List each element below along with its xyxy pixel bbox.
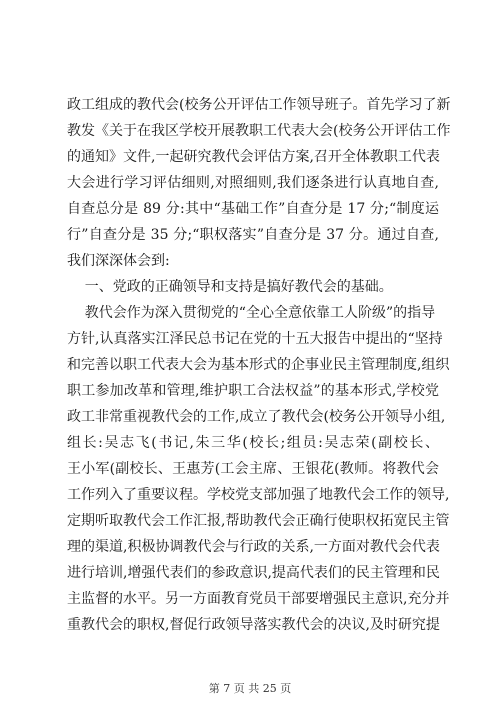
text-line: 政工非常重视教代会的工作,成立了教代会(校务公开领导小组, [67, 409, 446, 425]
text-line: 组长:吴志飞(书记,朱三华(校长;组员:吴志荣(副校长、 [67, 435, 439, 451]
text-line: 定期听取教代会工作汇报,帮助教代会正确行使职权拓宽民主管 [67, 513, 450, 529]
text-line: 重教代会的职权,督促行政领导落实教代会的决议,及时研究提 [67, 617, 440, 633]
text-line: 大会进行学习评估细则,对照细则,我们逐条进行认真地自查, [67, 175, 439, 191]
text-line: 教发《关于在我区学校开展教职工代表大会(校务公开评估工作 [67, 123, 451, 139]
text-line: 方针,认真落实江泽民总书记在党的十五大报告中提出的“坚持 [67, 331, 443, 347]
section-heading: 一、党政的正确领导和支持是搞好教代会的基础。 [67, 279, 393, 295]
text-line: 工作列入了重要议程。学校党支部加强了地教代会工作的领导, [67, 487, 450, 503]
text-line: 我们深深体会到: [67, 253, 170, 269]
text-line: 职工参加改革和管理,维护职工合法权益”的基本形式,学校党 [67, 383, 439, 399]
text-line: 进行培训,增强代表们的参政意识,提高代表们的民主管理和民 [67, 565, 440, 581]
text-line: 政工组成的教代会(校务公开评估工作领导班子。首先学习了新 [67, 97, 451, 113]
paragraph-first-line: 教代会作为深入贯彻党的“全心全意依靠工人阶级”的指导 [67, 305, 436, 321]
text-line: 王小军(副校长、王惠芳(工会主席、王银花(教师。将教代会 [67, 461, 439, 477]
text-line: 的通知》文件,一起研究教代会评估方案,召开全体教职工代表 [67, 149, 440, 165]
body-text [67, 92, 451, 638]
page-number: 第 7 页 共 25 页 [208, 682, 292, 695]
text-line: 主监督的水平。另一方面教育党员干部要增强民主意识,充分并 [67, 591, 450, 607]
text-line: 行”自查分是 35 分;“职权落实”自查分是 37 分。通过自查, [67, 227, 439, 243]
text-line: 自查总分是 89 分:其中“基础工作”自查分是 17 分;“制度运 [67, 201, 439, 217]
text-line: 和完善以职工代表大会为基本形式的企事业民主管理制度,组织 [67, 357, 450, 373]
text-line: 理的渠道,积极协调教代会与行政的关系,一方面对教代会代表 [67, 539, 440, 555]
